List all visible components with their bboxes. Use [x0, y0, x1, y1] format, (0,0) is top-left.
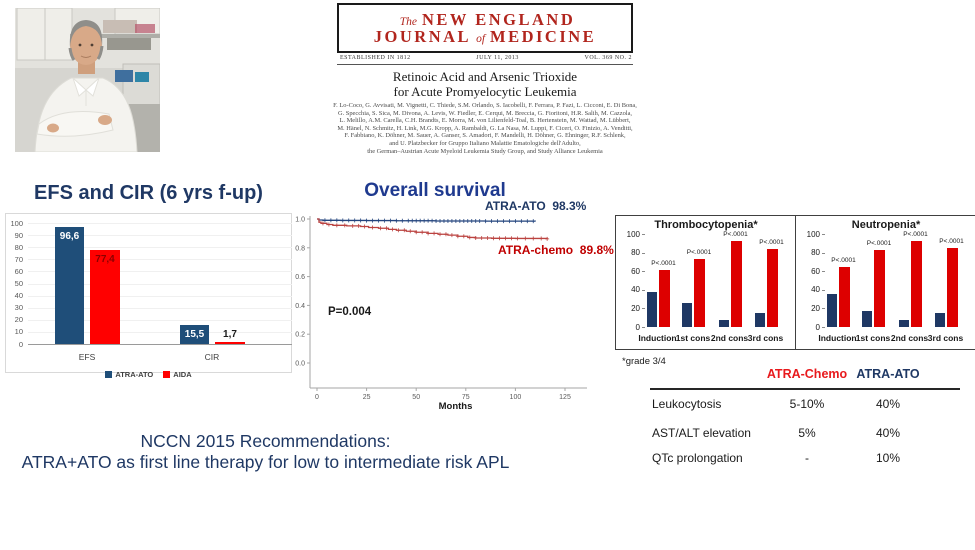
efs-category-label: EFS [78, 352, 96, 362]
panel-bar-red [874, 250, 885, 327]
panel-ytick-label: 60 [811, 266, 820, 276]
legend-label: AIDA [173, 370, 192, 379]
author-line: L. Melillo, A.M. Carella, C.H. Brandts, E. Morra, M. von Lilienfeld-Toal, B. Hertenstein, M. Wattad, M. Lübbert, [339, 117, 631, 125]
km-series-label-atra-ato: ATRA-ATO 98.3% [485, 199, 587, 213]
panel-sig-label: P<.0001 [903, 231, 928, 239]
efs-ytick-label: 90 [14, 230, 23, 240]
efs-ytick-label: 20 [14, 315, 23, 325]
panel-bar-blue [862, 311, 872, 327]
tox-header-atra-ato: ATRA-ATO [856, 367, 920, 381]
scientist-photo-graphic [15, 8, 160, 152]
nejm-issue-date: JULY 11, 2013 [476, 55, 519, 61]
scientist-photo [15, 8, 160, 152]
panel-ytick [822, 290, 825, 291]
km-tick-label: 0 [315, 394, 319, 401]
efs-ytick-label: 80 [14, 242, 23, 252]
legend-swatch [163, 371, 170, 378]
km-tick-label: 100 [509, 394, 522, 401]
tox-row-label: Leukocytosis [652, 397, 722, 411]
legend-label: ATRA-ATO [115, 370, 154, 379]
panel-ytick [642, 290, 645, 291]
km-pvalue: P=0.004 [328, 306, 372, 318]
panel-title: Thrombocytopenia* [654, 219, 758, 231]
panel-category-label: Induction [818, 333, 857, 343]
nejm-of: of [476, 33, 486, 45]
panel-ytick [642, 234, 645, 235]
efs-bar-value-label: 15,5 [184, 329, 205, 341]
panel-category-label: 2nd cons [710, 333, 749, 343]
tox-header-atra-chemo: ATRA-Chemo [766, 367, 848, 381]
panel-ytick-label: 60 [631, 266, 640, 276]
panel-ytick [822, 271, 825, 272]
panel-ytick [822, 327, 825, 328]
panel-ytick-label: 40 [631, 285, 640, 295]
author-list [315, 102, 655, 155]
panel-bar-blue [827, 294, 837, 327]
author-line: M. Hänel, N. Schmitz, H. Link, M.G. Kropp, A. Rambaldi, G. La Nasa, M. Luppi, F. Ciceri, O. Finizio, A. Venditti, [337, 124, 633, 132]
panel-bar-blue [899, 320, 909, 327]
panel-category-label: 3rd cons [927, 333, 964, 343]
panel-ytick-label: 100 [626, 229, 640, 239]
km-tick-label: 0.6 [295, 274, 305, 282]
efs-cir-chart [5, 182, 295, 392]
efs-ytick-label: 40 [14, 291, 23, 301]
efs-legend [5, 370, 292, 379]
tox-row-label: QTc prolongation [652, 451, 743, 465]
panel-ytick [822, 308, 825, 309]
km-tick-label: 0.4 [295, 302, 305, 310]
panel-bar-blue [755, 313, 765, 327]
legend-item [105, 370, 153, 379]
legend-swatch [105, 371, 112, 378]
km-tick-label: 1.0 [295, 216, 305, 224]
nejm-masthead-line1 [395, 11, 576, 28]
panel-ytick-label: 20 [811, 303, 820, 313]
km-tick-label: 0.8 [295, 245, 305, 253]
panel-ytick [822, 234, 825, 235]
efs-ytick-label: 10 [14, 327, 23, 337]
panel-ytick [642, 271, 645, 272]
panel-ytick-label: 0 [815, 322, 820, 332]
nccn-recommendation [18, 431, 513, 473]
author-line: and U. Platzbecker for Gruppo Italiano Malattie Ematologiche dell'Adulto, [389, 139, 581, 147]
panel-sig-label: P<.0001 [831, 257, 856, 265]
panel-bar-red [839, 267, 850, 327]
efs-category-label: CIR [204, 352, 220, 362]
legend-item [163, 370, 191, 379]
efs-x-axis-line [28, 344, 292, 345]
nccn-line1: NCCN 2015 Recommendations: [140, 431, 391, 451]
panel-ytick [642, 253, 645, 254]
tox-cell: 10% [875, 451, 901, 465]
nejm-new-england: NEW ENGLAND [421, 9, 576, 29]
nejm-the: The [399, 15, 417, 28]
nejm-masthead-line2 [374, 28, 596, 45]
panel-bar-red [694, 259, 705, 327]
panel-sig-label: P<.0001 [686, 249, 712, 257]
nejm-volume: VOL. 369 NO. 2 [584, 55, 632, 61]
adverse-events-panels [615, 215, 975, 350]
tox-cell: 5% [798, 426, 816, 440]
km-tick-label: 50 [412, 394, 421, 401]
grade-footnote: *grade 3/4 [622, 356, 666, 367]
panel-ytick-label: 40 [811, 285, 820, 295]
nejm-rule [337, 64, 633, 65]
panel-sig-label: P<.0001 [866, 239, 892, 247]
km-tick-label: 0.0 [295, 360, 305, 368]
efs-bar-value-label: 96,6 [59, 231, 80, 243]
km-series-label-atra-chemo: ATRA-chemo 89.8% [498, 243, 614, 257]
panel-bar-blue [935, 313, 945, 327]
efs-ytick-label: 100 [10, 218, 23, 228]
km-x-axis-label: Months [438, 401, 473, 412]
panel-ytick-label: 100 [806, 229, 820, 239]
panel-divider [795, 216, 796, 349]
nejm-dateline [340, 55, 632, 61]
efs-ytick-label: 50 [14, 279, 23, 288]
toxicity-table [650, 367, 962, 482]
panel-bar-red [947, 248, 958, 327]
efs-bar [215, 342, 245, 344]
efs-gridline [28, 223, 292, 224]
km-tick-label: 75 [461, 394, 470, 401]
nejm-masthead [337, 3, 633, 53]
panel-sig-label: P<.0001 [939, 237, 964, 245]
panel-bar-red [659, 270, 670, 327]
panel-bar-red [731, 241, 742, 327]
efs-bar-value-label: 1,7 [223, 328, 237, 340]
panel-title: Neutropenia* [851, 219, 921, 231]
panel-ytick-label: 80 [631, 248, 640, 258]
panel-category-label: Induction [638, 333, 677, 343]
nejm-established: ESTABLISHED IN 1812 [340, 55, 411, 61]
article-title-line2: for Acute Promyelocytic Leukemia [393, 83, 577, 99]
author-line: F. Fabbiano, K. Döhner, M. Sauer, A. Ganser, S. Amadori, F. Mandelli, H. Döhner, G. Ehninger, R.F. Schlenk, [344, 132, 626, 140]
panel-sig-label: P<.0001 [723, 231, 748, 239]
efs-cir-chart-title: EFS and CIR (6 yrs f-up) [34, 182, 263, 204]
article-title [320, 70, 650, 99]
panel-bar-blue [682, 303, 692, 327]
panel-ytick-label: 80 [811, 248, 820, 258]
author-line: G. Specchia, S. Sica, M. Divona, A. Levis, W. Fiedler, E. Cerqui, M. Breccia, G. Fioritoni, H.R. Salih, M. Cazzola, [337, 109, 633, 117]
tox-cell: 40% [875, 426, 901, 440]
overall-survival-plot [295, 178, 607, 428]
author-line: the German–Austrian Acute Myeloid Leukemia Study Group, and Study Alliance Leukemia [367, 147, 603, 155]
nejm-medicine: MEDICINE [490, 27, 597, 46]
panel-bar-red [767, 249, 778, 327]
panel-sig-label: P<.0001 [651, 260, 676, 268]
nejm-journal: JOURNAL [373, 27, 472, 46]
km-tick-label: 0.2 [295, 331, 305, 339]
panel-category-label: 3rd cons [747, 333, 784, 343]
efs-ytick-label: 70 [14, 254, 23, 264]
panel-category-label: 2nd cons [890, 333, 929, 343]
panel-bar-red [911, 241, 922, 327]
panel-bar-blue [647, 292, 657, 327]
tox-header-rule [650, 388, 960, 390]
efs-ytick-label: 60 [14, 266, 23, 276]
km-tick-label: 125 [559, 394, 571, 401]
author-line: F. Lo-Coco, G. Avvisati, M. Vignetti, C. Thiede, S.M. Orlando, S. Iacobelli, F. Ferrara, P. Fazi, L. Cicconi, E. Di Bona, [333, 102, 637, 109]
panel-sig-label: P<.0001 [759, 238, 784, 246]
km-tick-label: 25 [362, 394, 371, 401]
panel-category-label: 1st cons [675, 333, 711, 343]
panel-bar-blue [719, 320, 729, 327]
tox-cell: 40% [875, 397, 901, 411]
panel-ytick [642, 308, 645, 309]
tox-cell: 5-10% [789, 397, 825, 411]
panel-ytick-label: 20 [631, 303, 640, 313]
article-title-line1: Retinoic Acid and Arsenic Trioxide [392, 69, 578, 84]
overall-survival-title: Overall survival [364, 180, 506, 201]
panel-ytick-label: 0 [635, 322, 640, 332]
tox-row-label: AST/ALT elevation [652, 426, 751, 440]
tox-cell: - [805, 451, 809, 465]
panel-category-label: 1st cons [855, 333, 891, 343]
panel-ytick [822, 253, 825, 254]
efs-plot-frame [5, 213, 292, 373]
efs-bar [55, 227, 84, 344]
efs-ytick-label: 0 [18, 339, 23, 349]
nccn-line2: ATRA+ATO as first line therapy for low to intermediate risk APL [21, 452, 510, 472]
efs-ytick-label: 30 [14, 303, 23, 313]
efs-bar-value-label: 77,4 [95, 254, 115, 266]
panel-ytick [642, 327, 645, 328]
